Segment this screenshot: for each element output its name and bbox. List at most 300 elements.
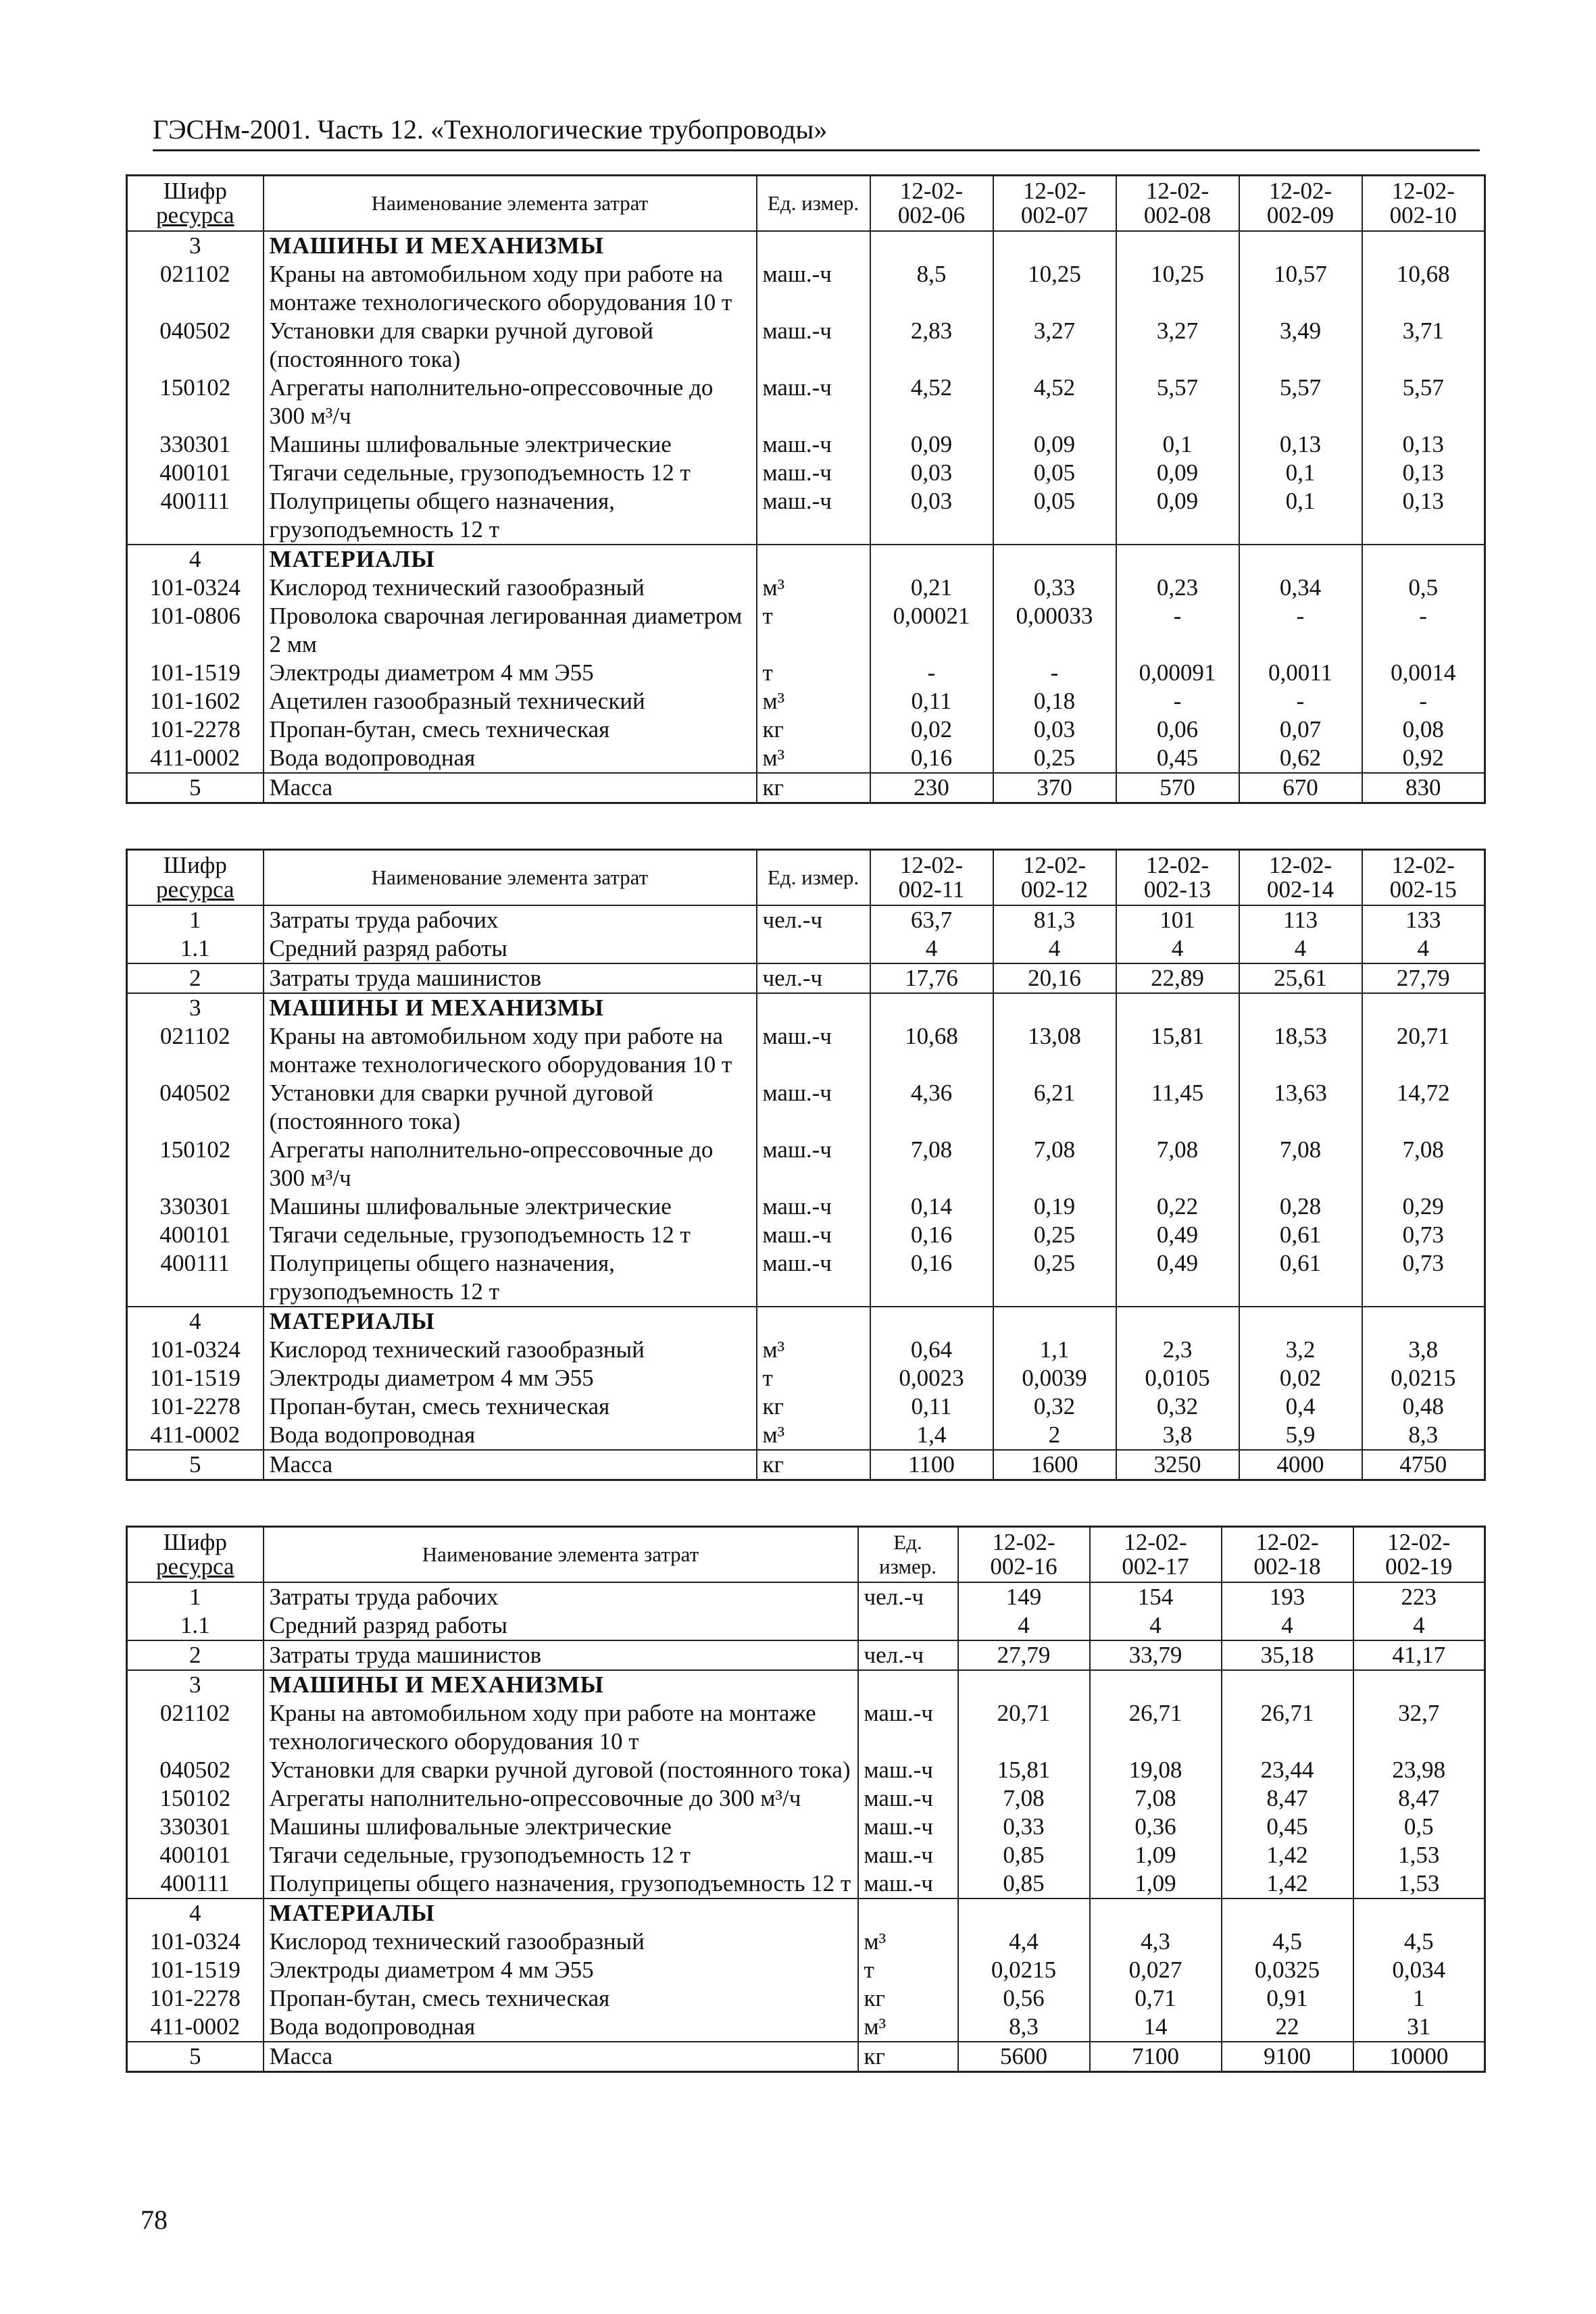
resource-code: 1 bbox=[127, 1582, 264, 1611]
resource-name: Краны на автомобильном ходу при работе на монтаже технологического оборудования 10 т bbox=[264, 1022, 757, 1079]
resource-value: 0,36 bbox=[1090, 1813, 1222, 1841]
resource-value: 2,3 bbox=[1116, 1336, 1239, 1364]
resource-value: 0,48 bbox=[1362, 1392, 1485, 1421]
table-row bbox=[127, 715, 1485, 744]
resource-name: Масса bbox=[264, 2042, 858, 2072]
resource-value: 1,1 bbox=[993, 1336, 1116, 1364]
resource-value: 3,8 bbox=[1116, 1421, 1239, 1450]
page-header: ГЭСНм-2001. Часть 12. «Технологические трубопроводы» bbox=[153, 114, 828, 145]
resource-value: 4,52 bbox=[870, 374, 993, 430]
header-code-line2: ресурса bbox=[156, 1553, 234, 1580]
table-row bbox=[127, 1611, 1485, 1640]
table-header-row bbox=[127, 850, 1485, 906]
resource-value: 1 bbox=[1353, 1984, 1485, 2013]
table-row bbox=[127, 2042, 1485, 2072]
resource-value: 670 bbox=[1239, 773, 1362, 803]
resource-value bbox=[1116, 231, 1239, 260]
header-name: Наименование элемента затрат bbox=[264, 176, 757, 232]
table-row bbox=[127, 317, 1485, 374]
header-norm-code-line1: 12-02- bbox=[1124, 1529, 1187, 1555]
resource-value: 0,0105 bbox=[1116, 1364, 1239, 1392]
resource-value: - bbox=[1239, 602, 1362, 659]
header-norm-code-line1: 12-02- bbox=[1391, 178, 1455, 204]
resource-value: 0,16 bbox=[870, 744, 993, 773]
resource-code: 2 bbox=[127, 963, 264, 993]
header-norm-code-line2: 002-13 bbox=[1143, 876, 1212, 903]
resource-unit: маш.-ч bbox=[757, 487, 870, 545]
resource-value: 1600 bbox=[993, 1450, 1116, 1480]
resource-value: 0,29 bbox=[1362, 1192, 1485, 1221]
resource-unit: чел.-ч bbox=[858, 1640, 958, 1670]
resource-name: МАШИНЫ И МЕХАНИЗМЫ bbox=[264, 993, 757, 1022]
resource-value: 0,19 bbox=[993, 1192, 1116, 1221]
resource-code: 4 bbox=[127, 1898, 264, 1928]
resource-value bbox=[958, 1670, 1090, 1699]
header-norm-code bbox=[1362, 176, 1485, 232]
resource-unit: маш.-ч bbox=[858, 1699, 958, 1756]
header-norm-code-line2: 002-08 bbox=[1143, 202, 1212, 228]
resource-code: 1 bbox=[127, 905, 264, 934]
header-norm-code-line1: 12-02- bbox=[1268, 852, 1332, 878]
section-row bbox=[127, 1898, 1485, 1928]
resource-value bbox=[1116, 545, 1239, 574]
resource-value: 0,09 bbox=[993, 430, 1116, 459]
header-norm-code bbox=[1090, 1527, 1222, 1583]
resource-code: 400111 bbox=[127, 1869, 264, 1898]
resource-value: 7,08 bbox=[1090, 1784, 1222, 1813]
resource-value: - bbox=[1116, 602, 1239, 659]
resource-code: 1.1 bbox=[127, 934, 264, 963]
resource-value: 81,3 bbox=[993, 905, 1116, 934]
section-row bbox=[127, 231, 1485, 260]
resource-value: 1,53 bbox=[1353, 1869, 1485, 1898]
resource-code: 101-0324 bbox=[127, 1928, 264, 1956]
resource-value: 4000 bbox=[1239, 1450, 1362, 1480]
table-row bbox=[127, 1956, 1485, 1984]
resource-unit: маш.-ч bbox=[757, 1022, 870, 1079]
resource-value: 0,00091 bbox=[1116, 659, 1239, 687]
resource-unit: м³ bbox=[757, 1421, 870, 1450]
header-norm-code-line1: 12-02- bbox=[1391, 852, 1455, 878]
resource-name: Агрегаты наполнительно-опрессовочные до 300 м³/ч bbox=[264, 1784, 858, 1813]
resource-value: 8,3 bbox=[1362, 1421, 1485, 1450]
resource-name: МАТЕРИАЛЫ bbox=[264, 545, 757, 574]
table-row bbox=[127, 1364, 1485, 1392]
resource-unit: кг bbox=[858, 2042, 958, 2072]
resource-code: 150102 bbox=[127, 374, 264, 430]
resource-value: 830 bbox=[1362, 773, 1485, 803]
header-norm-code-line1: 12-02- bbox=[1022, 852, 1087, 878]
resource-code: 021102 bbox=[127, 1699, 264, 1756]
resource-unit: м³ bbox=[858, 2013, 958, 2042]
resource-value: 0,02 bbox=[1239, 1364, 1362, 1392]
resource-value: 15,81 bbox=[1116, 1022, 1239, 1079]
table-row bbox=[127, 1813, 1485, 1841]
header-norm-code-line1: 12-02- bbox=[899, 852, 964, 878]
header-norm-code-line1: 12-02- bbox=[1145, 852, 1210, 878]
resource-value: 5,57 bbox=[1116, 374, 1239, 430]
table-header-row bbox=[127, 1527, 1485, 1583]
table-row bbox=[127, 1640, 1485, 1670]
resource-value: 27,79 bbox=[1362, 963, 1485, 993]
resource-value: 193 bbox=[1222, 1582, 1353, 1611]
table-row bbox=[127, 744, 1485, 773]
resource-unit: чел.-ч bbox=[757, 905, 870, 934]
resource-unit: кг bbox=[858, 1984, 958, 2013]
header-norm-code bbox=[1116, 850, 1239, 906]
resource-name: Вода водопроводная bbox=[264, 1421, 757, 1450]
table-row bbox=[127, 260, 1485, 317]
resource-name: Краны на автомобильном ходу при работе на монтаже технологического оборудования 10 т bbox=[264, 1699, 858, 1756]
resource-value: 1,4 bbox=[870, 1421, 993, 1450]
resource-value bbox=[1362, 993, 1485, 1022]
resource-value: 0,85 bbox=[958, 1869, 1090, 1898]
resource-value: 3250 bbox=[1116, 1450, 1239, 1480]
resource-value: 0,73 bbox=[1362, 1221, 1485, 1249]
resource-code: 330301 bbox=[127, 1192, 264, 1221]
resource-value: 7,08 bbox=[993, 1136, 1116, 1192]
resource-value bbox=[1116, 993, 1239, 1022]
table-row bbox=[127, 934, 1485, 963]
resource-value: 4,5 bbox=[1353, 1928, 1485, 1956]
table-row bbox=[127, 374, 1485, 430]
resource-value bbox=[1239, 1307, 1362, 1336]
resource-code: 3 bbox=[127, 1670, 264, 1699]
resource-code: 400101 bbox=[127, 1221, 264, 1249]
resource-name: Пропан-бутан, смесь техническая bbox=[264, 715, 757, 744]
resource-name: МАТЕРИАЛЫ bbox=[264, 1898, 858, 1928]
resource-value: 0,09 bbox=[870, 430, 993, 459]
resource-value bbox=[870, 545, 993, 574]
resource-name: Полуприцепы общего назначения, грузоподъемность 12 т bbox=[264, 1869, 858, 1898]
header-norm-code-line2: 002-10 bbox=[1389, 202, 1457, 228]
header-norm-code bbox=[1239, 176, 1362, 232]
resource-value: 3,27 bbox=[993, 317, 1116, 374]
table-row bbox=[127, 459, 1485, 487]
resource-value: 10,25 bbox=[1116, 260, 1239, 317]
resource-value: 3,71 bbox=[1362, 317, 1485, 374]
resource-name: Установки для сварки ручной дуговой (постоянного тока) bbox=[264, 1756, 858, 1784]
header-norm-code-line2: 002-06 bbox=[897, 202, 966, 228]
header-norm-code-line1: 12-02- bbox=[899, 178, 964, 204]
resource-value: 9100 bbox=[1222, 2042, 1353, 2072]
resource-value: 7,08 bbox=[1362, 1136, 1485, 1192]
resource-unit: т bbox=[757, 1364, 870, 1392]
resource-value bbox=[1353, 1670, 1485, 1699]
header-code bbox=[127, 176, 264, 232]
resource-name: Кислород технический газообразный bbox=[264, 574, 757, 602]
resource-name: Установки для сварки ручной дуговой (постоянного тока) bbox=[264, 1079, 757, 1136]
resource-code: 101-1519 bbox=[127, 1956, 264, 1984]
resource-unit: маш.-ч bbox=[858, 1784, 958, 1813]
header-unit: Ед. измер. bbox=[757, 176, 870, 232]
resource-value: 6,21 bbox=[993, 1079, 1116, 1136]
resource-unit: м³ bbox=[858, 1928, 958, 1956]
resource-value: 4,5 bbox=[1222, 1928, 1353, 1956]
resource-value: 0,32 bbox=[1116, 1392, 1239, 1421]
resource-value: 2,83 bbox=[870, 317, 993, 374]
resource-name: МАШИНЫ И МЕХАНИЗМЫ bbox=[264, 1670, 858, 1699]
resource-value: 0,62 bbox=[1239, 744, 1362, 773]
header-name: Наименование элемента затрат bbox=[264, 1527, 858, 1583]
table-row bbox=[127, 574, 1485, 602]
resource-value: 0,23 bbox=[1116, 574, 1239, 602]
resource-value: 0,09 bbox=[1116, 459, 1239, 487]
resource-value: 0,00033 bbox=[993, 602, 1116, 659]
resource-unit: чел.-ч bbox=[757, 963, 870, 993]
resource-name: Машины шлифовальные электрические bbox=[264, 430, 757, 459]
header-code bbox=[127, 850, 264, 906]
resource-unit: т bbox=[858, 1956, 958, 1984]
header-norm-code-line1: 12-02- bbox=[1255, 1529, 1319, 1555]
resource-value: - bbox=[1116, 687, 1239, 715]
resource-unit: маш.-ч bbox=[858, 1813, 958, 1841]
resource-value: 23,44 bbox=[1222, 1756, 1353, 1784]
resource-value: 13,08 bbox=[993, 1022, 1116, 1079]
table-row bbox=[127, 1869, 1485, 1898]
header-norm-code-line2: 002-16 bbox=[990, 1553, 1057, 1580]
resource-value: - bbox=[1362, 687, 1485, 715]
resource-value: 5600 bbox=[958, 2042, 1090, 2072]
resource-value: 4 bbox=[1239, 934, 1362, 963]
resource-value bbox=[870, 1307, 993, 1336]
resource-value: 0,92 bbox=[1362, 744, 1485, 773]
resource-name: Средний разряд работы bbox=[264, 934, 757, 963]
resource-value: 0,11 bbox=[870, 1392, 993, 1421]
resource-unit: маш.-ч bbox=[757, 430, 870, 459]
resource-value: 3,27 bbox=[1116, 317, 1239, 374]
header-norm-code bbox=[870, 176, 993, 232]
resource-unit bbox=[757, 934, 870, 963]
resource-value: 0,25 bbox=[993, 744, 1116, 773]
resource-value bbox=[958, 1898, 1090, 1928]
table-row bbox=[127, 773, 1485, 803]
header-norm-code-line2: 002-11 bbox=[898, 876, 965, 903]
resource-value: 0,45 bbox=[1222, 1813, 1353, 1841]
page-number: 78 bbox=[141, 2205, 168, 2235]
resource-name: Масса bbox=[264, 773, 757, 803]
resource-code: 101-0806 bbox=[127, 602, 264, 659]
resource-value: 4 bbox=[1362, 934, 1485, 963]
resource-value: 1,42 bbox=[1222, 1869, 1353, 1898]
header-norm-code bbox=[1239, 850, 1362, 906]
resource-name: Пропан-бутан, смесь техническая bbox=[264, 1392, 757, 1421]
resource-value: 31 bbox=[1353, 2013, 1485, 2042]
resource-code: 5 bbox=[127, 773, 264, 803]
resource-value: 0,25 bbox=[993, 1221, 1116, 1249]
resource-value: - bbox=[1362, 602, 1485, 659]
resource-value: 41,17 bbox=[1353, 1640, 1485, 1670]
resource-name: Затраты труда рабочих bbox=[264, 1582, 858, 1611]
resource-name: Электроды диаметром 4 мм Э55 bbox=[264, 659, 757, 687]
resource-value: 5,57 bbox=[1239, 374, 1362, 430]
resource-value: 4,36 bbox=[870, 1079, 993, 1136]
table-row bbox=[127, 1336, 1485, 1364]
resource-name: МАТЕРИАЛЫ bbox=[264, 1307, 757, 1336]
resource-code: 3 bbox=[127, 993, 264, 1022]
resource-value: 0,85 bbox=[958, 1841, 1090, 1869]
resource-value bbox=[1239, 231, 1362, 260]
resource-unit: маш.-ч bbox=[858, 1841, 958, 1869]
resource-value: 0,71 bbox=[1090, 1984, 1222, 2013]
header-norm-code bbox=[993, 176, 1116, 232]
resource-unit: м³ bbox=[757, 574, 870, 602]
resource-value: 0,05 bbox=[993, 487, 1116, 545]
table-row bbox=[127, 1928, 1485, 1956]
resource-name: Полуприцепы общего назначения, грузоподъемность 12 т bbox=[264, 1249, 757, 1307]
table-row bbox=[127, 1784, 1485, 1813]
resource-value: 0,16 bbox=[870, 1221, 993, 1249]
resource-value: 154 bbox=[1090, 1582, 1222, 1611]
header-norm-code-line2: 002-19 bbox=[1385, 1553, 1453, 1580]
table-row bbox=[127, 602, 1485, 659]
resource-name: Краны на автомобильном ходу при работе на монтаже технологического оборудования 10 т bbox=[264, 260, 757, 317]
header-unit: Ед. измер. bbox=[858, 1527, 958, 1583]
resource-value: 5,57 bbox=[1362, 374, 1485, 430]
resource-value: 0,034 bbox=[1353, 1956, 1485, 1984]
resource-name: Пропан-бутан, смесь техническая bbox=[264, 1984, 858, 2013]
resource-name: Вода водопроводная bbox=[264, 2013, 858, 2042]
resource-value: 0,11 bbox=[870, 687, 993, 715]
resource-unit: чел.-ч bbox=[858, 1582, 958, 1611]
table-row bbox=[127, 1756, 1485, 1784]
resource-value: 0,45 bbox=[1116, 744, 1239, 773]
table-row bbox=[127, 659, 1485, 687]
resource-value: 4750 bbox=[1362, 1450, 1485, 1480]
resource-value: 0,61 bbox=[1239, 1221, 1362, 1249]
resource-value: 0,1 bbox=[1239, 459, 1362, 487]
resource-value: 1,53 bbox=[1353, 1841, 1485, 1869]
resource-value: 0,13 bbox=[1362, 459, 1485, 487]
resource-value bbox=[993, 1307, 1116, 1336]
table-row bbox=[127, 687, 1485, 715]
resource-name: Установки для сварки ручной дуговой (постоянного тока) bbox=[264, 317, 757, 374]
resource-value: 19,08 bbox=[1090, 1756, 1222, 1784]
resource-value: 0,5 bbox=[1353, 1813, 1485, 1841]
resource-value: 4,4 bbox=[958, 1928, 1090, 1956]
resource-unit bbox=[858, 1898, 958, 1928]
resource-value bbox=[993, 231, 1116, 260]
resource-value bbox=[1116, 1307, 1239, 1336]
resource-value bbox=[993, 993, 1116, 1022]
resource-value: 13,63 bbox=[1239, 1079, 1362, 1136]
resource-value: 7,08 bbox=[870, 1136, 993, 1192]
resource-value: 0,0014 bbox=[1362, 659, 1485, 687]
resource-value: 14 bbox=[1090, 2013, 1222, 2042]
resource-value: 0,027 bbox=[1090, 1956, 1222, 1984]
header-norm-code-line1: 12-02- bbox=[992, 1529, 1055, 1555]
header-norm-code-line2: 002-18 bbox=[1253, 1553, 1321, 1580]
resource-value: 113 bbox=[1239, 905, 1362, 934]
resource-code: 101-2278 bbox=[127, 1984, 264, 2013]
resource-name: Тягачи седельные, грузоподъемность 12 т bbox=[264, 459, 757, 487]
resource-code: 411-0002 bbox=[127, 2013, 264, 2042]
resource-value bbox=[1222, 1898, 1353, 1928]
resource-value bbox=[870, 993, 993, 1022]
resource-unit: м³ bbox=[757, 744, 870, 773]
resource-code: 1.1 bbox=[127, 1611, 264, 1640]
resource-unit: маш.-ч bbox=[757, 1221, 870, 1249]
resource-value: 11,45 bbox=[1116, 1079, 1239, 1136]
resource-code: 4 bbox=[127, 1307, 264, 1336]
resource-value: 4 bbox=[1116, 934, 1239, 963]
resource-name: Средний разряд работы bbox=[264, 1611, 858, 1640]
resource-value: 32,7 bbox=[1353, 1699, 1485, 1756]
table-row bbox=[127, 1984, 1485, 2013]
resource-value: 0,32 bbox=[993, 1392, 1116, 1421]
resource-name: Агрегаты наполнительно-опрессовочные до 300 м³/ч bbox=[264, 374, 757, 430]
resource-value: 0,0325 bbox=[1222, 1956, 1353, 1984]
table-row bbox=[127, 1136, 1485, 1192]
resource-value: 230 bbox=[870, 773, 993, 803]
resource-value bbox=[1239, 993, 1362, 1022]
resource-value bbox=[1362, 545, 1485, 574]
resource-value: 4,3 bbox=[1090, 1928, 1222, 1956]
resource-value: 22,89 bbox=[1116, 963, 1239, 993]
resource-value: 0,33 bbox=[993, 574, 1116, 602]
resource-value: 0,09 bbox=[1116, 487, 1239, 545]
table-header-row bbox=[127, 176, 1485, 232]
header-norm-code-line2: 002-14 bbox=[1266, 876, 1335, 903]
header-norm-code bbox=[1353, 1527, 1485, 1583]
resource-code: 330301 bbox=[127, 430, 264, 459]
table-row bbox=[127, 2013, 1485, 2042]
resource-value: 10,68 bbox=[1362, 260, 1485, 317]
header-norm-code-line2: 002-07 bbox=[1020, 202, 1089, 228]
table-row bbox=[127, 1450, 1485, 1480]
header-norm-code bbox=[1362, 850, 1485, 906]
resource-value: 0,16 bbox=[870, 1249, 993, 1307]
resource-value: 1,42 bbox=[1222, 1841, 1353, 1869]
resource-value: 101 bbox=[1116, 905, 1239, 934]
header-norm-code-line1: 12-02- bbox=[1145, 178, 1210, 204]
resource-value: 4 bbox=[1090, 1611, 1222, 1640]
header-norm-code-line2: 002-12 bbox=[1020, 876, 1089, 903]
resource-value: 4 bbox=[1222, 1611, 1353, 1640]
norm-table-1 bbox=[126, 174, 1486, 804]
resource-name: Агрегаты наполнительно-опрессовочные до 300 м³/ч bbox=[264, 1136, 757, 1192]
resource-unit: маш.-ч bbox=[757, 1136, 870, 1192]
resource-value: 4 bbox=[993, 934, 1116, 963]
header-code-line2: ресурса bbox=[156, 202, 234, 228]
resource-value: 4 bbox=[958, 1611, 1090, 1640]
resource-value: 0,5 bbox=[1362, 574, 1485, 602]
table-row bbox=[127, 1249, 1485, 1307]
resource-unit: м³ bbox=[757, 1336, 870, 1364]
header-norm-code-line2: 002-15 bbox=[1389, 876, 1457, 903]
resource-value: 2 bbox=[993, 1421, 1116, 1450]
resource-value: 8,3 bbox=[958, 2013, 1090, 2042]
resource-code: 040502 bbox=[127, 317, 264, 374]
resource-value: 0,21 bbox=[870, 574, 993, 602]
resource-name: Кислород технический газообразный bbox=[264, 1336, 757, 1364]
resource-value: 0,22 bbox=[1116, 1192, 1239, 1221]
resource-value: 10,25 bbox=[993, 260, 1116, 317]
resource-value: 23,98 bbox=[1353, 1756, 1485, 1784]
resource-value: 1100 bbox=[870, 1450, 993, 1480]
resource-value: 0,25 bbox=[993, 1249, 1116, 1307]
resource-code: 3 bbox=[127, 231, 264, 260]
resource-value: 3,49 bbox=[1239, 317, 1362, 374]
header-norm-code bbox=[870, 850, 993, 906]
resource-name: Затраты труда машинистов bbox=[264, 963, 757, 993]
resource-code: 101-1519 bbox=[127, 1364, 264, 1392]
resource-code: 150102 bbox=[127, 1784, 264, 1813]
resource-value: 25,61 bbox=[1239, 963, 1362, 993]
resource-value: 33,79 bbox=[1090, 1640, 1222, 1670]
norm-table-3 bbox=[126, 1526, 1486, 2073]
resource-name: Затраты труда рабочих bbox=[264, 905, 757, 934]
